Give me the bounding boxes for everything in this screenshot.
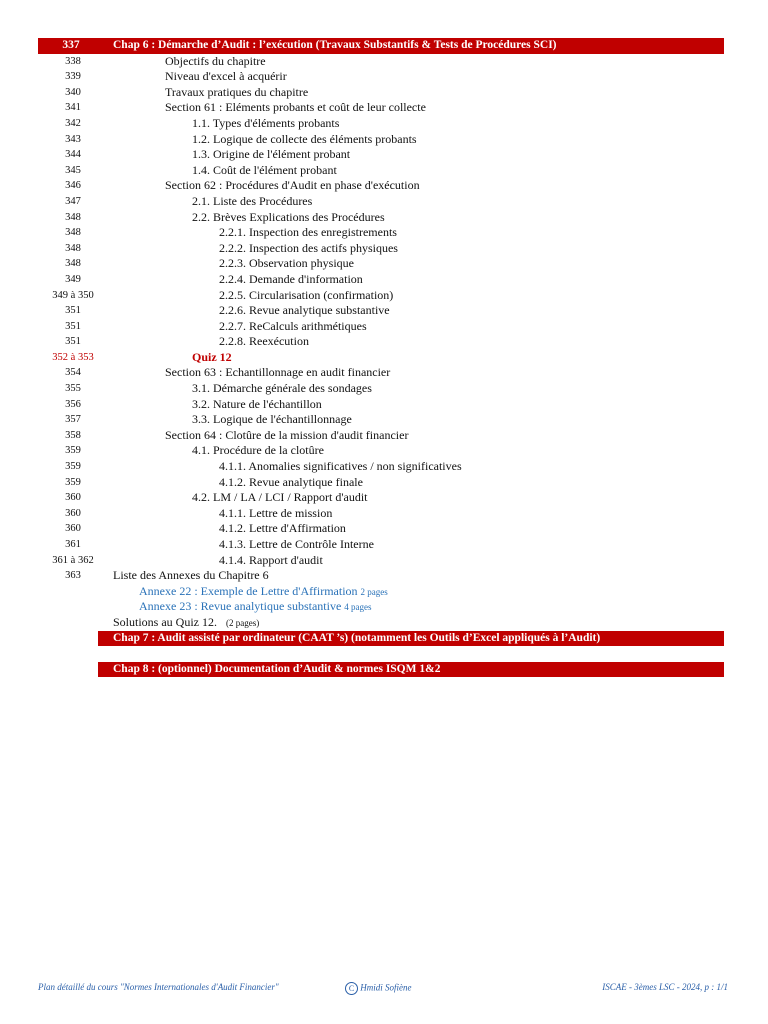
toc-text: Objectifs du chapitre: [165, 53, 266, 68]
chapter-7-row: [0, 631, 768, 647]
toc-row: [0, 303, 768, 319]
chapter-gap: [0, 646, 768, 662]
toc-row: [0, 443, 768, 459]
toc-page: 351: [65, 320, 81, 332]
toc-row: [0, 210, 768, 226]
annex-row: [0, 584, 768, 600]
quiz-page: 352 à 353: [52, 351, 94, 363]
chapter-6-row: [0, 38, 768, 54]
toc-page: 339: [65, 71, 81, 83]
toc-text: 4.1.1. Lettre de mission: [219, 505, 333, 520]
footer-author: [345, 982, 412, 995]
footer-author-name: Hmidi Sofiène: [360, 982, 412, 993]
toc-row: [0, 256, 768, 272]
toc-page: 349: [65, 273, 81, 285]
toc-row: [0, 147, 768, 163]
toc-page: 359: [65, 476, 81, 488]
chapter-6-page: 337: [62, 39, 80, 51]
annex-22-title: Annexe 22 : Exemple de Lettre d'Affirmation: [139, 583, 358, 598]
toc-page: 338: [65, 55, 81, 67]
quiz-title: Quiz 12: [192, 349, 232, 364]
annex-22-link[interactable]: [139, 584, 388, 601]
toc-page: 356: [65, 398, 81, 410]
toc-page: 344: [65, 149, 81, 161]
toc-page: 346: [65, 180, 81, 192]
chapter-7-bar: Chap 7 : Audit assisté par ordinateur (CAAT ’s) (notamment les Outils d’Excel appliqués à l’Audit): [98, 631, 724, 647]
toc-row: [0, 319, 768, 335]
toc-page: 348: [65, 227, 81, 239]
toc-row: [0, 397, 768, 413]
toc-text: 4.1.2. Revue analytique finale: [219, 474, 363, 489]
footer-page-info: ISCAE - 3èmes LSC - 2024, p : 1/1: [602, 982, 728, 992]
toc-page: 358: [65, 429, 81, 441]
toc-text: 4.2. LM / LA / LCI / Rapport d'audit: [192, 490, 368, 505]
annex-23-pages: 4 pages: [344, 602, 372, 613]
toc-row: [0, 178, 768, 194]
annex-22-pages: 2 pages: [360, 586, 388, 597]
toc-text: 4.1.3. Lettre de Contrôle Interne: [219, 537, 374, 551]
quiz-solutions-title: Solutions au Quiz 12.: [113, 614, 217, 629]
annex-23-link[interactable]: [139, 599, 372, 616]
toc-page: 354: [65, 367, 81, 379]
annex-23-title: Annexe 23 : Revue analytique substantive: [139, 599, 342, 614]
toc-text: 2.2. Brèves Explications des Procédures: [192, 209, 385, 224]
toc-page: 360: [65, 523, 81, 535]
toc-text: 3.1. Démarche générale des sondages: [192, 381, 372, 396]
chapter-6-bar: [38, 38, 724, 54]
toc-text: Section 61 : Eléments probants et coût de leur collecte: [165, 100, 426, 115]
toc-text: 2.2.8. Reexécution: [219, 334, 309, 349]
toc-row: [0, 225, 768, 241]
toc-text: Section 63 : Echantillonnage en audit financier: [165, 365, 391, 380]
toc-text: Section 64 : Clotûre de la mission d'audit financier: [165, 427, 409, 442]
toc-text: 2.2.5. Circularisation (confirmation): [219, 287, 394, 302]
chapter-8-row: [0, 662, 768, 678]
toc-text: 4.1.4. Rapport d'audit: [219, 552, 323, 567]
toc-page: 348: [65, 211, 81, 223]
toc-page: 361: [65, 539, 81, 550]
toc-row: [0, 288, 768, 304]
toc-text: 1.2. Logique de collecte des éléments probants: [192, 131, 417, 146]
toc-row: [0, 69, 768, 85]
toc-row: [0, 428, 768, 444]
toc-page: 357: [65, 414, 81, 426]
chapter-8-bar: Chap 8 : (optionnel) Documentation d’Audit & normes ISQM 1&2: [98, 662, 724, 678]
toc-page: 351: [65, 305, 81, 317]
toc-row: [0, 553, 768, 569]
toc-page: 361 à 362: [52, 554, 94, 566]
toc-text: 4.1. Procédure de la clotûre: [192, 443, 324, 458]
toc-page: 340: [65, 86, 81, 98]
toc-text: 4.1.1. Anomalies significatives / non significatives: [219, 459, 462, 474]
toc-row: [0, 194, 768, 210]
toc-page: 349 à 350: [52, 289, 94, 301]
toc-row: [0, 272, 768, 288]
toc-page: 360: [65, 492, 81, 504]
toc-page: 360: [65, 507, 81, 519]
toc-page: 345: [65, 164, 81, 176]
toc-text: Travaux pratiques du chapitre: [165, 84, 309, 99]
toc-page: 347: [65, 195, 81, 207]
toc-text: 1.1. Types d'éléments probants: [192, 115, 340, 130]
annex-row: [0, 599, 768, 615]
toc-row: [0, 475, 768, 491]
toc-row: [0, 241, 768, 257]
toc-text: 2.2.7. ReCalculs arithmétiques: [219, 318, 367, 333]
toc-row: [0, 116, 768, 132]
toc-text: Section 62 : Procédures d'Audit en phase d'exécution: [165, 178, 420, 193]
toc-text: 2.2.4. Demande d'information: [219, 271, 363, 286]
toc-page: 355: [65, 383, 81, 395]
quiz-solutions: [113, 615, 259, 632]
toc-page: 343: [65, 133, 81, 145]
toc-page: 348: [65, 258, 81, 270]
toc-text: 2.2.6. Revue analytique substantive: [219, 303, 390, 318]
toc-page: 342: [65, 117, 81, 129]
toc-text: 3.2. Nature de l'échantillon: [192, 396, 322, 411]
quiz-row: [0, 350, 768, 366]
toc-text: 4.1.2. Lettre d'Affirmation: [219, 521, 346, 536]
annex-list-title: Liste des Annexes du Chapitre 6: [113, 568, 269, 583]
toc-row: [0, 132, 768, 148]
toc-page: 341: [65, 102, 81, 114]
toc-row: [0, 54, 768, 70]
toc-row: [0, 381, 768, 397]
footer-course-title: Plan détaillé du cours "Normes Internationales d'Audit Financier": [38, 982, 279, 992]
toc-text: 3.3. Logique de l'échantillonnage: [192, 412, 352, 427]
toc-row: [0, 506, 768, 522]
toc-row: [0, 459, 768, 475]
toc-text: Niveau d'excel à acquérir: [165, 69, 287, 84]
toc-row: [0, 537, 768, 553]
toc-page: 359: [65, 445, 81, 457]
toc-page: 351: [65, 336, 81, 348]
toc-row: [0, 163, 768, 179]
toc-page: 359: [65, 461, 81, 473]
quiz-solutions-pages: (2 pages): [226, 617, 260, 628]
page-footer: [0, 982, 768, 996]
chapter-6-title: Chap 6 : Démarche d’Audit : l’exécution (Travaux Substantifs & Tests de Procédures SCI): [113, 39, 557, 51]
toc-row: [0, 365, 768, 381]
toc-row: [0, 85, 768, 101]
toc-row: [0, 568, 768, 584]
toc-text: 2.2.1. Inspection des enregistrements: [219, 225, 397, 240]
copyright-icon: C: [345, 982, 358, 995]
toc-row: [0, 334, 768, 350]
toc-text: 2.1. Liste des Procédures: [192, 193, 313, 208]
toc-text: 2.2.3. Observation physique: [219, 256, 354, 271]
toc-row: [0, 412, 768, 428]
toc-text: 2.2.2. Inspection des actifs physiques: [219, 240, 398, 255]
toc-text: 1.4. Coût de l'élément probant: [192, 162, 337, 177]
toc-row: [0, 521, 768, 537]
toc-page: 348: [65, 242, 81, 254]
toc-row: [0, 490, 768, 506]
toc-text: 1.3. Origine de l'élément probant: [192, 147, 351, 162]
table-of-contents: [0, 38, 768, 677]
toc-page: 363: [65, 570, 81, 582]
toc-row: [0, 100, 768, 116]
solutions-row: [0, 615, 768, 631]
